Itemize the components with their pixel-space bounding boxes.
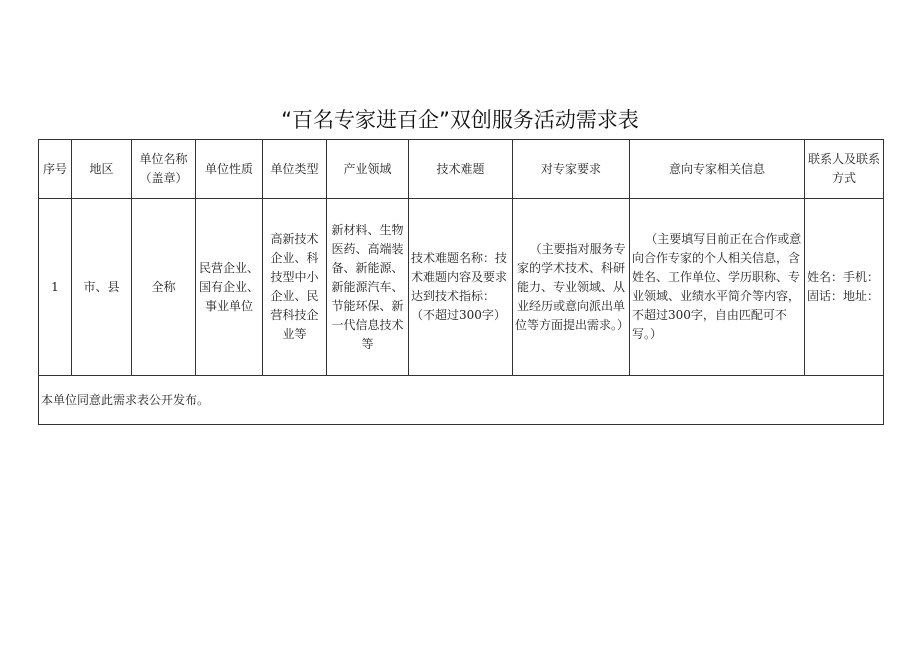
page-title: “百名专家进百企”双创服务活动需求表 (281, 108, 639, 132)
header-seq: 序号 (39, 140, 72, 199)
cell-unit-name[interactable]: 全称 (132, 199, 196, 376)
header-expert-info: 意向专家相关信息 (630, 140, 805, 199)
cell-contact[interactable]: 姓名：手机：固话：地址： (805, 199, 884, 376)
header-region: 地区 (72, 140, 132, 199)
header-row (39, 140, 884, 199)
cell-seq[interactable]: 1 (39, 199, 72, 376)
demand-table (38, 139, 884, 425)
cell-expert-info[interactable]: （主要填写目前正在合作或意向合作专家的个人相关信息，含姓名、工作单位、学历职称、专业领域、业绩水平简介等内容，不超过300字，自由匹配可不写。） (630, 199, 805, 376)
footer-row (39, 376, 884, 425)
header-unit-name: 单位名称（盖章） (132, 140, 196, 199)
cell-industry[interactable]: 新材料、生物医药、高端装备、新能源、新能源汽车、节能环保、新一代信息技术等 (327, 199, 409, 376)
header-tech-problem: 技术难题 (409, 140, 513, 199)
header-industry: 产业领域 (327, 140, 409, 199)
cell-expert-requirements[interactable]: （主要指对服务专家的学术技术、科研能力、专业领域、从业经历或意向派出单位等方面提出需求。） (513, 199, 630, 376)
publish-consent-note: 本单位同意此需求表公开发布。 (39, 376, 884, 425)
cell-region[interactable]: 市、县 (72, 199, 132, 376)
header-expert-requirements: 对专家要求 (513, 140, 630, 199)
table-row (39, 199, 884, 376)
header-contact: 联系人及联系方式 (805, 140, 884, 199)
header-unit-type: 单位类型 (263, 140, 327, 199)
cell-unit-type[interactable]: 高新技术企业、科技型中小企业、民营科技企业等 (263, 199, 327, 376)
cell-tech-problem[interactable]: 技术难题名称：技术难题内容及要求达到技术指标：（不超过300字） (409, 199, 513, 376)
cell-unit-nature[interactable]: 民营企业、国有企业、事业单位 (196, 199, 263, 376)
header-unit-nature: 单位性质 (196, 140, 263, 199)
